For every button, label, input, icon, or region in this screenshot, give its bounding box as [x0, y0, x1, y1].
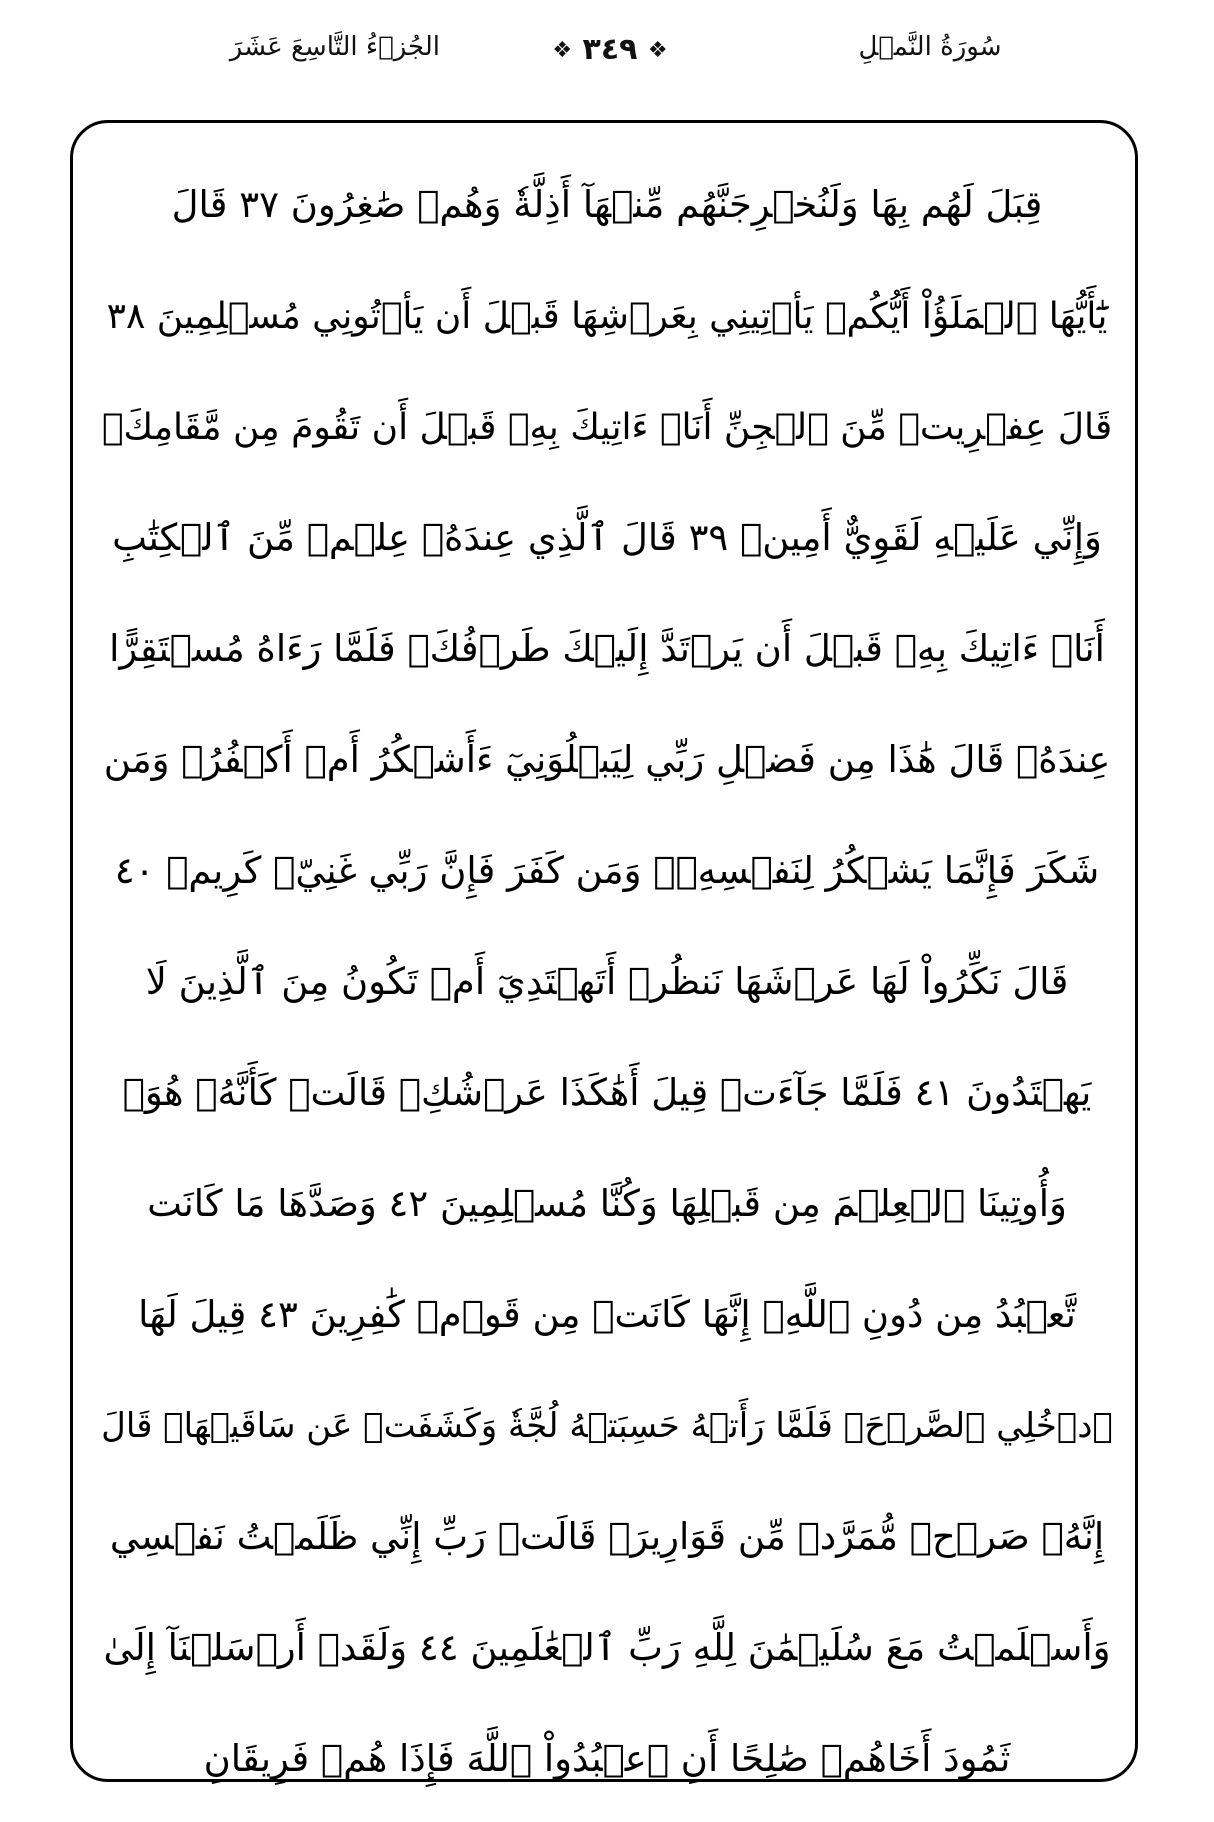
right-ornament-icon: ❖: [552, 38, 573, 63]
surah-name: سُورَةُ النَّمۡلِ: [858, 32, 1002, 62]
text-line: وَأُوتِينَا ٱلۡعِلۡمَ مِن قَبۡلِهَا وَكُنَّا مُسۡلِمِينَ ٤٢ وَصَدَّهَا مَا كَانَت: [147, 1182, 1067, 1226]
text-line: ٱدۡخُلِي ٱلصَّرۡحَۖ فَلَمَّا رَأَتۡهُ حَسِبَتۡهُ لُجَّةٗ وَكَشَفَتۡ عَن سَاقَيۡهَاۚ قَالَ: [101, 1406, 1113, 1447]
text-line: أَنَا۠ ءَاتِيكَ بِهِۦ قَبۡلَ أَن يَرۡتَدَّ إِلَيۡكَ طَرۡفُكَۚ فَلَمَّا رَءَاهُ مُسۡتَقِرًّا: [109, 627, 1105, 671]
text-line: تَّعۡبُدُ مِن دُونِ ٱللَّهِۖ إِنَّهَا كَانَتۡ مِن قَوۡمٖ كَٰفِرِينَ ٤٣ قِيلَ لَهَا: [138, 1293, 1076, 1337]
text-line: إِنَّهُۥ صَرۡحٞ مُّمَرَّدٞ مِّن قَوَارِيرَۗ قَالَتۡ رَبِّ إِنِّي ظَلَمۡتُ نَفۡسِي: [109, 1515, 1105, 1559]
page-number-label: [545, 32, 675, 67]
text-line: قَالَ نَكِّرُواْ لَهَا عَرۡشَهَا نَنظُرۡ أَتَهۡتَدِيٓ أَمۡ تَكُونُ مِنَ ٱلَّذِينَ لَا: [145, 960, 1069, 1004]
text-line: يَهۡتَدُونَ ٤١ فَلَمَّا جَآءَتۡ قِيلَ أَهَٰكَذَا عَرۡشُكِۖ قَالَتۡ كَأَنَّهُۥ هُوَۚ: [122, 1071, 1092, 1115]
text-line: قِبَلَ لَهُم بِهَا وَلَنُخۡرِجَنَّهُم مِّنۡهَآ أَذِلَّةٗ وَهُمۡ صَٰغِرُونَ ٣٧ قَالَ: [171, 183, 1043, 227]
page-header: [0, 22, 1214, 92]
text-body: [100, 150, 1114, 1815]
text-line: عِندَهُۥ قَالَ هَٰذَا مِن فَضۡلِ رَبِّي لِيَبۡلُوَنِيٓ ءَأَشۡكُرُ أَمۡ أَكۡفُرُۖ وَمَن: [103, 738, 1111, 782]
juz-name: الجُزۡءُ التَّاسِعَ عَشَرَ: [229, 32, 440, 62]
text-line: وَإِنِّي عَلَيۡهِ لَقَوِيٌّ أَمِينٞ ٣٩ قَالَ ٱلَّذِي عِندَهُۥ عِلۡمٞ مِّنَ ٱلۡكِتَٰبِ: [112, 516, 1102, 560]
left-ornament-icon: ❖: [647, 38, 668, 63]
text-line: قَالَ عِفۡرِيتٞ مِّنَ ٱلۡجِنِّ أَنَا۠ ءَاتِيكَ بِهِۦ قَبۡلَ أَن تَقُومَ مِن مَّقَامِكَۖ: [101, 406, 1113, 448]
text-line: وَأَسۡلَمۡتُ مَعَ سُلَيۡمَٰنَ لِلَّهِ رَبِّ ٱلۡعَٰلَمِينَ ٤٤ وَلَقَدۡ أَرۡسَلۡنَآ إِلَىٰ: [103, 1626, 1111, 1670]
text-line: شَكَرَ فَإِنَّمَا يَشۡكُرُ لِنَفۡسِهِۦۖ وَمَن كَفَرَ فَإِنَّ رَبِّي غَنِيّٞ كَرِيمٞ ٤٠: [114, 849, 1100, 893]
page-number: ٣٤٩: [582, 32, 638, 67]
text-line: ثَمُودَ أَخَاهُمۡ صَٰلِحًا أَنِ ٱعۡبُدُواْ ٱللَّهَ فَإِذَا هُمۡ فَرِيقَانِ: [203, 1737, 1011, 1781]
text-line: يَٰٓأَيُّهَا ٱلۡمَلَؤُاْ أَيُّكُمۡ يَأۡتِينِي بِعَرۡشِهَا قَبۡلَ أَن يَأۡتُونِي مُسۡلِمِينَ ٣٨: [106, 295, 1108, 337]
